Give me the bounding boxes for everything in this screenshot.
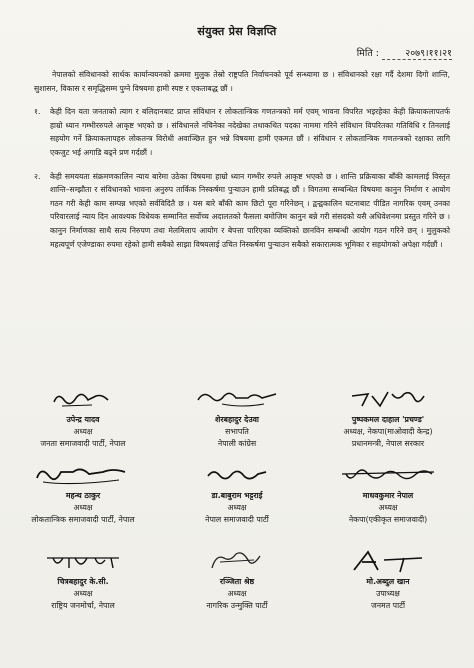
document-title: संयुक्त प्रेस विज्ञप्ति bbox=[197, 25, 277, 38]
signatory-party: जनता समाजवादी पार्टी, नेपाल bbox=[40, 439, 126, 448]
point-2 bbox=[34, 170, 450, 252]
signatory-party: प्रधानमन्त्री, नेपाल सरकार bbox=[351, 439, 425, 448]
signatory-3 bbox=[308, 386, 468, 450]
signatory-name: उपेन्द्र यादव bbox=[66, 415, 100, 424]
date-value: २०७९।११।२१ bbox=[382, 46, 452, 60]
signatory-role: उपाध्यक्ष bbox=[376, 589, 400, 598]
document-body bbox=[34, 68, 450, 261]
signatory-name: रञ्जिता श्रेष्ठ bbox=[219, 577, 255, 586]
signatory-role: अध्यक्ष bbox=[73, 589, 93, 598]
signatory-role: अध्यक्ष bbox=[378, 503, 398, 512]
point-number: २. bbox=[34, 171, 41, 181]
signature-image bbox=[348, 548, 428, 574]
signatory-party: लोकतान्त्रिक समाजवादी पार्टी, नेपाल bbox=[31, 515, 135, 524]
signatory-role: अध्यक्ष bbox=[227, 589, 247, 598]
signatory-1 bbox=[8, 386, 158, 450]
signatory-role: अध्यक्ष bbox=[73, 503, 93, 512]
signatory-7 bbox=[8, 548, 158, 612]
signatory-4 bbox=[8, 462, 158, 526]
signatory-role: अध्यक्ष, नेकपा(माओवादी केन्द्र) bbox=[343, 427, 433, 436]
signature-image bbox=[33, 462, 133, 488]
signatory-party: नेकपा(एकीकृत समाजवादी) bbox=[348, 515, 428, 524]
signature-image bbox=[202, 462, 272, 488]
signatory-name: डा.बाबुराम भट्टराई bbox=[211, 491, 263, 500]
point-text: केही दिन यता जनताको त्याग र बलिदानबाट प्राप्त संविधान र लोकतान्त्रिक गणतन्त्रको मर्म एवम् भावना विपरित भइरहेका केही क्रियाकलापतर्फ हाम्रो ध्यान गम्भीररुपले आकृष्ट भएको छ । संविधानले नचिनेका नदेखेका तथाकथित पदका नाममा गरिने संविधान विपरितका गतिविधि र तिनलाई सहयोग गर्ने क्रियाकलापहरु लोकतन्त्र विरोधी अवाञ्छित हुन भन्ने विषयमा हामी एकमत छौं । संविधान र लोकतान्त्रिक गणतन्त्रको रक्षाका लागि एकजुट भई अगाडि बढ्ने प्रण गर्दछौं । bbox=[50, 107, 450, 157]
signatory-name: माधवकुमार नेपाल bbox=[362, 491, 414, 500]
signatory-6 bbox=[308, 462, 468, 526]
signature-image bbox=[192, 386, 282, 412]
point-text: केही समययता संक्रमणकालिन न्याय बारेमा उठेका विषयमा हाम्रो ध्यान गम्भीर रुपले आकृष्ट भएको छ । शान्ति प्रक्रियाका बाँकी कामलाई विस्तृत शान्ति–सम्झौता र संविधानको भावना अनुरुप तार्किक निस्कर्षमा पुऱ्याउन हामी प्रतिबद्ध छौं । विगतमा सम्बन्धित विषयमा कानुन निर्माण र आयोग गठन गरी केही काम सम्पन्न भएको सर्वविदितै छ । यस बारे बाँकी काम छिटो पूरा गरिनेछन् । द्वन्द्वकालिन घटनाबाट पीडित नागरिक एवम् उनका परिवारलाई न्याय दिन आवश्यक विधेयक सम्मानित सर्वोच्च अदालतको फैसला बमोजिम कानुन बन्ने गरी संसदको यसै अधिवेशनमा प्रस्तुत गरिने छ । कानुन निर्माणका साथै सत्य निरुपण तथा मेलमिलाप आयोग र बेपत्ता पारिएका व्यक्तिको छानविन सम्बन्धी आयोग गठन गरिने छन् । मुलुकको महत्वपूर्ण एजेण्डाका रुपमा रहेको हामी सबैको साझा विषयलाई उचित निस्कर्षमा पुऱ्याउन सबैको सकारात्मक भूमिका र सहयोगको अपेक्षा गर्दछौं । bbox=[50, 171, 450, 249]
signatory-5 bbox=[162, 462, 312, 526]
signatory-party: नेपाली कांग्रेस bbox=[217, 439, 257, 448]
signatory-name: पुष्पकमल दाहाल 'प्रचण्ड' bbox=[351, 415, 425, 424]
date-line bbox=[357, 46, 452, 60]
signatory-role: सभापति bbox=[225, 427, 249, 436]
intro-paragraph: नेपालको संविधानको सार्थक कार्यान्वयनको क्रममा मुलुक तेस्रो राष्ट्रपति निर्वाचनको पूर्व सन्ध्यामा छ । संविधानको रक्षा गर्दै देशमा दिगो शान्ति, सुशासन, विकास र समृद्धिसम्म पुग्ने विषयमा हामी स्पष्ट र एकताबद्ध छौं । bbox=[34, 70, 450, 93]
signatory-name: चित्रबहादुर के.सी. bbox=[57, 577, 109, 586]
date-label: मिति : bbox=[356, 48, 379, 59]
signatory-role: अध्यक्ष bbox=[73, 427, 93, 436]
signatory-name: शेरबहादुर देउवा bbox=[215, 415, 259, 424]
signature-image bbox=[202, 548, 272, 574]
point-1 bbox=[34, 105, 450, 159]
signatory-9 bbox=[308, 548, 468, 612]
signature-image bbox=[338, 462, 438, 488]
signature-image bbox=[348, 386, 428, 412]
signatory-party: जनमत पार्टी bbox=[370, 601, 406, 610]
signatory-party: राष्ट्रिय जनमोर्चा, नेपाल bbox=[51, 601, 115, 610]
signature-image bbox=[43, 548, 123, 574]
point-number: १. bbox=[34, 107, 41, 117]
signature-image bbox=[48, 386, 118, 412]
signatory-party: नेपाल समाजवादी पार्टी bbox=[205, 515, 269, 524]
signatory-name: मो.अब्दुल खान bbox=[366, 577, 410, 586]
signatory-role: अध्यक्ष bbox=[227, 503, 247, 512]
signatory-party: नागरिक उन्मुक्ति पार्टी bbox=[206, 601, 268, 610]
signatory-name: महन्थ ठाकुर bbox=[65, 491, 101, 500]
signatory-2 bbox=[162, 386, 312, 450]
signatory-8 bbox=[162, 548, 312, 612]
